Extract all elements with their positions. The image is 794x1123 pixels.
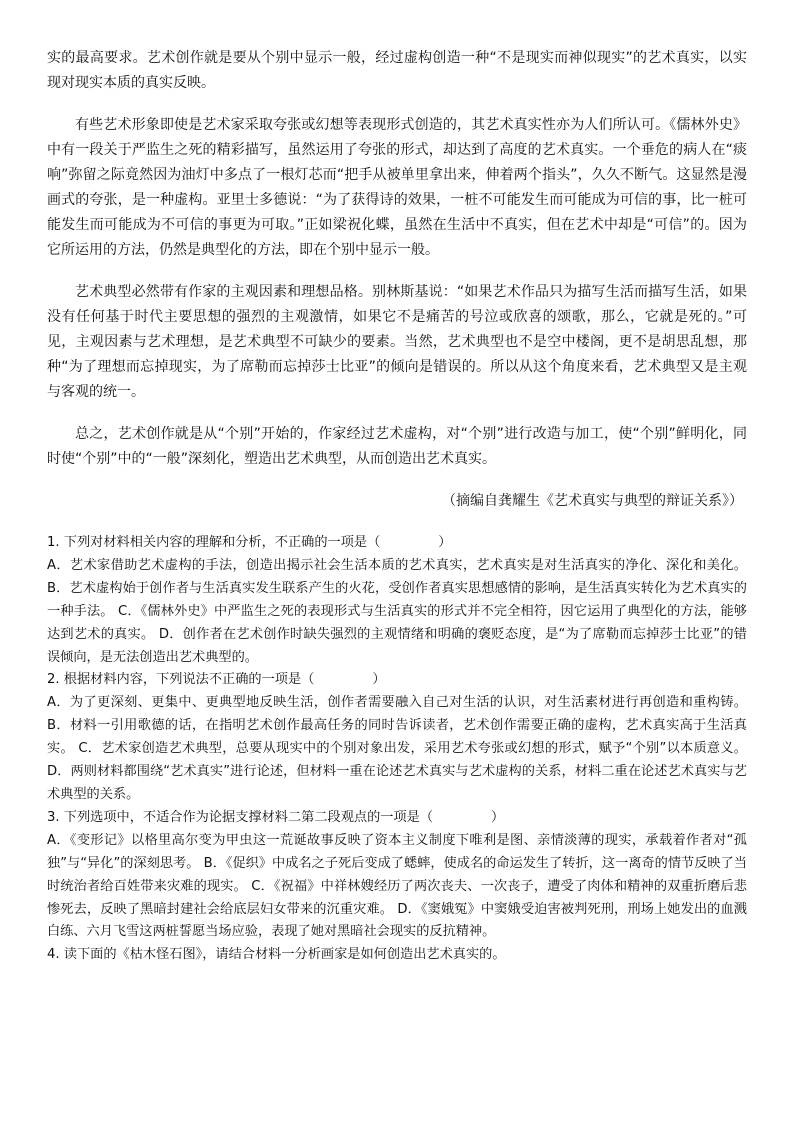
question-item [47, 532, 747, 669]
question-options: A．艺术家借助艺术虚构的手法，创造出揭示社会生活本质的艺术真实，艺术真实是对生活真实的净化、深化和美化。 B．艺术虚构始于创作者与生活真实发生联系产生的火花，受创作者真实思想感情的影响，是生活真实转化为艺术真实的一种手法。 C．《儒林外史》中严监生之死的表现形式与生活真实的形式并不完全相符，因它运用了典型化的方法，能够达到艺术的真实。 D．创作者在艺术创作时缺失强烈的主观情绪和明确的褒贬态度，是“为了席勒而忘掉莎士比亚”的错误倾向，是无法创造出艺术典型的。 [47, 557, 747, 665]
question-list [47, 532, 747, 967]
question-item [47, 944, 747, 967]
article-body [47, 46, 747, 514]
question-options: A．《变形记》以格里高尔变为甲虫这一荒诞故事反映了资本主义制度下唯利是图、亲情淡薄的现实，承载着作者对“孤独”与“异化”的深刻思考。 B．《促织》中成名之子死后变成了蟋蟀，使成名的命运发生了转折，这一离奇的情节反映了当时统治者给百姓带来灾难的现实。 C．《祝福》中祥林嫂经历了两次丧夫、一次丧子，遭受了肉体和精神的双重折磨后悲惨死去，反映了黑暗封建社会给底层妇女带来的沉重灾难。 D．《窦娥冤》中窦娥受迫害被判死刑，刑场上她发出的血溅白练、六月飞雪这两桩誓愿当场应验，表现了她对黑暗社会现实的反抗精神。 [47, 832, 747, 940]
question-stem-end: ） [491, 809, 505, 825]
question-stem [47, 807, 747, 830]
article-paragraph: 有些艺术形象即使是艺术家采取夸张或幻想等表现形式创造的，其艺术真实性亦为人们所认可。《儒林外史》中有一段关于严监生之死的精彩描写，虽然运用了夸张的形式，却达到了高度的艺术真实。一个垂危的病人在“痰响”弥留之际竟然因为油灯中多点了一根灯芯而“把手从被单里拿出来，伸着两个指头”，久久不断气。这显然是漫画式的夸张，是一种虚构。亚里士多德说：“为了获得诗的效果，一桩不可能发生而可能成为可信的事，比一桩可能发生而可能成为不可信的事更为可取。”正如梁祝化蝶，虽然在生活中不真实，但在艺术中却是“可信”的。因为它所运用的方法，仍然是典型化的方法，即在个别中显示一般。 [47, 117, 747, 258]
question-stem-text: 4. 读下面的《枯木怪石图》，请结合材料一分析画家是如何创造出艺术真实的。 [47, 947, 506, 963]
question-item [47, 807, 747, 944]
document-page [47, 46, 747, 967]
question-stem-text: 2. 根据材料内容，下列说法不正确的一项是（ [47, 672, 315, 688]
question-stem-end: ） [438, 535, 452, 550]
article-paragraph: 艺术典型必然带有作家的主观因素和理想品格。别林斯基说：“如果艺术作品只为描写生活而描写生活，如果没有任何基于时代主要思想的强烈的主观激情，如果它不是痛苦的号泣或欣喜的颂歌，那么，它就是死的。”可见，主观因素与艺术理想，是艺术典型不可缺少的要素。当然，艺术典型也不是空中楼阁，更不是胡思乱想，那种“为了理想而忘掉现实，为了席勒而忘掉莎士比亚”的倾向是错误的。所以从这个角度来看，艺术典型又是主观与客观的统一。 [47, 284, 747, 400]
question-options: A．为了更深刻、更集中、更典型地反映生活，创作者需要融入自己对生活的认识，对生活素材进行再创造和重构铸。 B．材料一引用歌德的话，在指明艺术创作最高任务的同时告诉读者，艺术创作需要正确的虚构，艺术真实高于生活真实。 C．艺术家创造艺术典型，总要从现实中的个别对象出发，采用艺术夸张或幻想的形式，赋予“个别”以本质意义。 D．两则材料都围绕“艺术真实”进行论述，但材料一重在论述艺术真实与艺术虚构的关系，材料二重在论述艺术真实与艺术典型的关系。 [47, 695, 747, 802]
question-stem-text: 1. 下列对材料相关内容的理解和分析，不正确的一项是（ [47, 535, 381, 550]
question-stem [47, 944, 747, 967]
question-item [47, 669, 747, 806]
question-stem [47, 532, 747, 555]
article-source: （摘编自龚耀生《艺术真实与典型的辩证关系》） [442, 493, 743, 509]
question-stem-text: 3. 下列选项中，不适合作为论据支撑材料二第二段观点的一项是（ [47, 809, 434, 825]
question-stem-end: ） [372, 672, 386, 688]
article-paragraph: 实的最高要求。艺术创作就是要从个别中显示一般，经过虚构创造一种“不是现实而神似现实”的艺术真实，以实现对现实本质的真实反映。 [47, 50, 747, 91]
question-stem [47, 669, 747, 692]
article-paragraph: 总之，艺术创作就是从“个别”开始的，作家经过艺术虚构，对“个别”进行改造与加工，使“个别”鲜明化，同时使“个别”中的“一般”深刻化，塑造出艺术典型，从而创造出艺术真实。 [47, 426, 747, 467]
